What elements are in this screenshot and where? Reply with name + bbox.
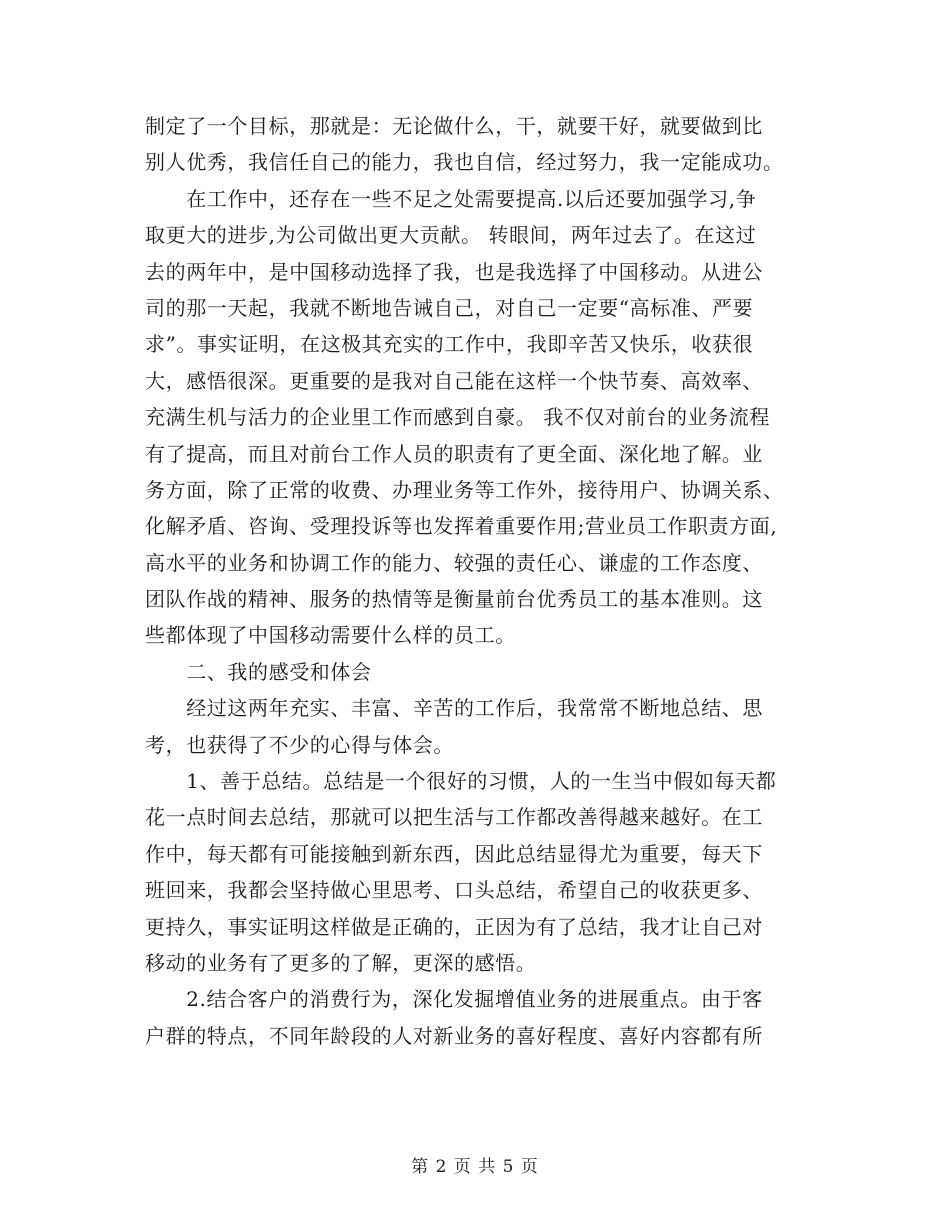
- text-line: 取更大的进步,为公司做出更大贡献。 转眼间，两年过去了。在这过: [145, 223, 757, 248]
- text-line: 1、善于总结。总结是一个很好的习惯，人的一生当中假如每天都: [145, 769, 777, 794]
- text-line: 移动的业务有了更多的了解，更深的感悟。: [145, 950, 537, 975]
- text-line: 更持久，事实证明这样做是正确的，正因为有了总结，我才让自己对: [145, 914, 763, 939]
- text-line: 户群的特点，不同年龄段的人对新业务的喜好程度、喜好内容都有所: [145, 1023, 763, 1048]
- text-line: 些都体现了中国移动需要什么样的员工。: [145, 623, 516, 648]
- page-number-footer: 第 2 页 共 5 页: [411, 1157, 539, 1177]
- text-line: 别人优秀，我信任自己的能力，我也自信，经过努力，我一定能成功。: [145, 150, 784, 175]
- text-line: 团队作战的精神、服务的热情等是衡量前台优秀员工的基本准则。这: [145, 587, 763, 612]
- text-line: 班回来，我都会坚持做心里思考、口头总结，希望自己的收获更多、: [145, 878, 763, 903]
- text-line: 作中，每天都有可能接触到新东西，因此总结显得尤为重要，每天下: [145, 841, 763, 866]
- text-line: 2.结合客户的消费行为，深化发掘增值业务的进展重点。由于客: [145, 987, 763, 1012]
- text-line: 求”。事实证明，在这极其充实的工作中，我即辛苦又快乐，收获很: [145, 332, 754, 357]
- text-line: 考，也获得了不少的心得与体会。: [145, 732, 454, 757]
- body-text: [145, 108, 815, 1054]
- section-heading: 二、我的感受和体会: [145, 659, 372, 684]
- text-line: 经过这两年充实、丰富、辛苦的工作后，我常常不断地总结、思: [145, 696, 763, 721]
- text-line: 制定了一个目标，那就是：无论做什么，干，就要干好，就要做到比: [145, 114, 763, 138]
- text-line: 大，感悟很深。更重要的是我对自己能在这样一个快节奏、高效率、: [145, 368, 763, 393]
- text-line: 化解矛盾、咨询、受理投诉等也发挥着重要作用;营业员工作职责方面,: [145, 514, 778, 539]
- text-line: 充满生机与活力的企业里工作而感到自豪。 我不仅对前台的业务流程: [145, 405, 770, 430]
- text-line: 去的两年中，是中国移动选择了我，也是我选择了中国移动。从进公: [145, 259, 763, 284]
- text-line: 高水平的业务和协调工作的能力、较强的责任心、谦虚的工作态度、: [145, 550, 763, 575]
- text-line: 花一点时间去总结，那就可以把生活与工作都改善得越来越好。在工: [145, 805, 763, 830]
- text-line: 司的那一天起，我就不断地告诫自己，对自己一定要“高标准、严要: [145, 295, 754, 320]
- text-line: 在工作中，还存在一些不足之处需要提高.以后还要加强学习,争: [145, 186, 757, 211]
- text-line: 有了提高，而且对前台工作人员的职责有了更全面、深化地了解。业: [145, 441, 763, 466]
- text-line: 务方面，除了正常的收费、办理业务等工作外，接待用户、协调关系、: [145, 477, 784, 502]
